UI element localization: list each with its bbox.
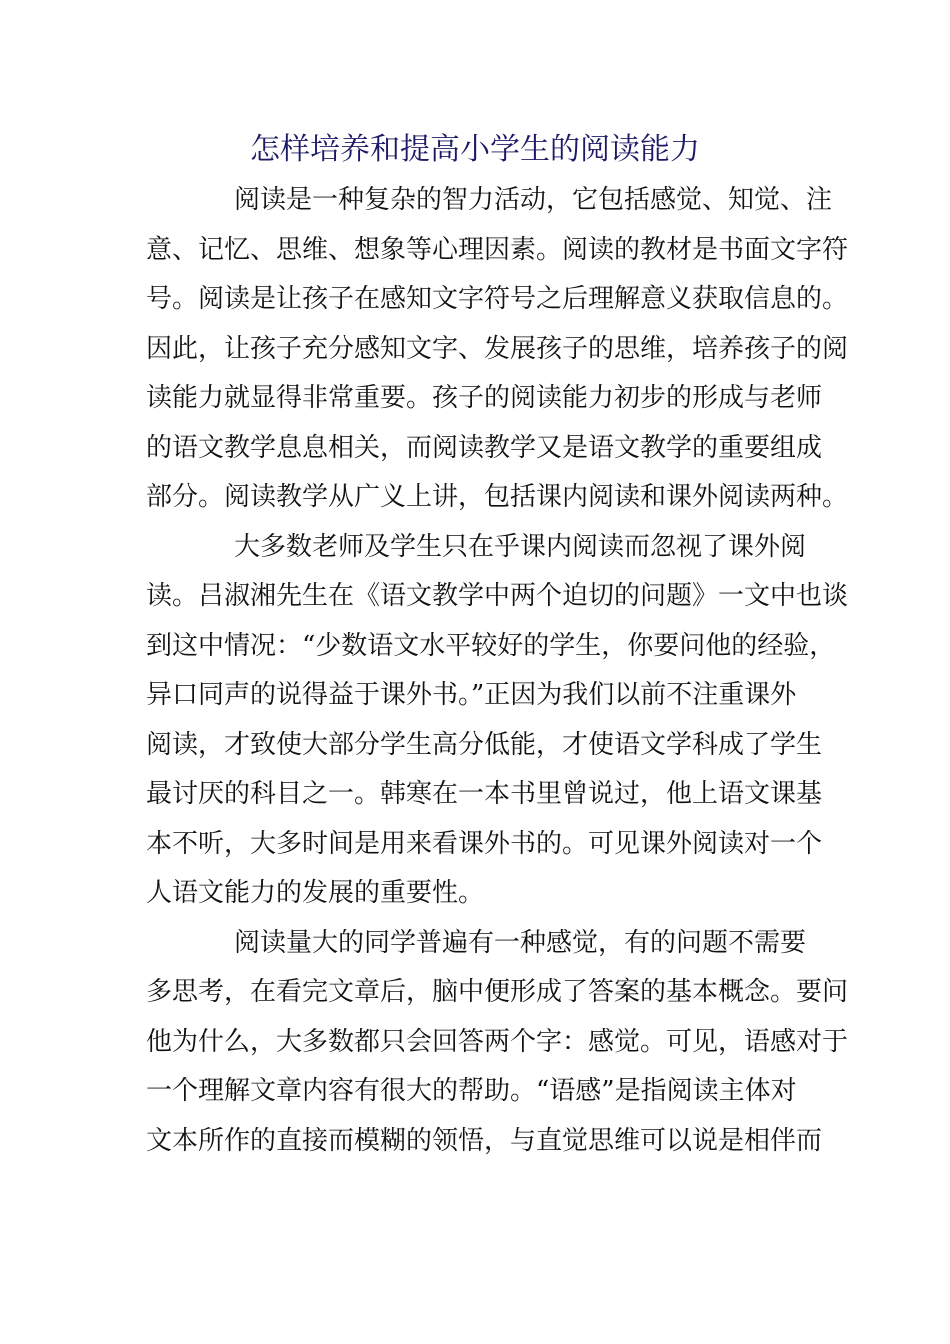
paragraph-line: 多思考，在看完文章后，脑中便形成了答案的基本概念。要问	[146, 977, 849, 1007]
paragraph-line: 大多数老师及学生只在乎课内阅读而忽视了课外阅	[234, 531, 807, 562]
paragraph-line: 部分。阅读教学从广义上讲，包括课内阅读和课外阅读两种。	[146, 482, 849, 512]
paragraph-line: 他为什么，大多数都只会回答两个字：感觉。可见，语感对于	[146, 1026, 849, 1057]
paragraph-line: 人语文能力的发展的重要性。	[146, 878, 485, 908]
paragraph-2	[146, 523, 849, 919]
paragraph-line: 异口同声的说得益于课外书。”正因为我们以前不注重课外	[146, 680, 797, 710]
paragraph-line: 阅读，才致使大部分学生高分低能，才使语文学科成了学生	[146, 729, 823, 760]
paragraph-line: 阅读量大的同学普遍有一种感觉，有的问题不需要	[234, 927, 807, 958]
paragraph-line: 文本所作的直接而模糊的领悟，与直觉思维可以说是相伴而	[146, 1125, 823, 1156]
paragraph-line: 号。阅读是让孩子在感知文字符号之后理解意义获取信息的。	[146, 284, 849, 314]
paragraph-line: 读。吕淑湘先生在《语文教学中两个迫切的问题》一文中也谈	[146, 581, 849, 611]
paragraph-line: 到这中情况：“少数语文水平较好的学生，你要问他的经验，	[146, 630, 836, 661]
paragraph-1	[146, 176, 849, 523]
paragraph-line: 最讨厌的科目之一。韩寒在一本书里曾说过，他上语文课基	[146, 779, 823, 809]
document-body	[146, 176, 849, 1166]
paragraph-line: 本不听，大多时间是用来看课外书的。可见课外阅读对一个	[146, 828, 823, 859]
paragraph-line: 意、记忆、思维、想象等心理因素。阅读的教材是书面文字符	[146, 234, 849, 265]
paragraph-line: 读能力就显得非常重要。孩子的阅读能力初步的形成与老师	[146, 383, 823, 413]
paragraph-line: 的语文教学息息相关，而阅读教学又是语文教学的重要组成	[146, 432, 823, 463]
paragraph-3	[146, 919, 849, 1167]
paragraph-line: 一个理解文章内容有很大的帮助。“语感”是指阅读主体对	[146, 1076, 797, 1106]
paragraph-line: 阅读是一种复杂的智力活动，它包括感觉、知觉、注	[234, 185, 833, 215]
paragraph-line: 因此，让孩子充分感知文字、发展孩子的思维，培养孩子的阅	[146, 333, 849, 364]
document-title: 怎样培养和提高小学生的阅读能力	[250, 132, 700, 167]
